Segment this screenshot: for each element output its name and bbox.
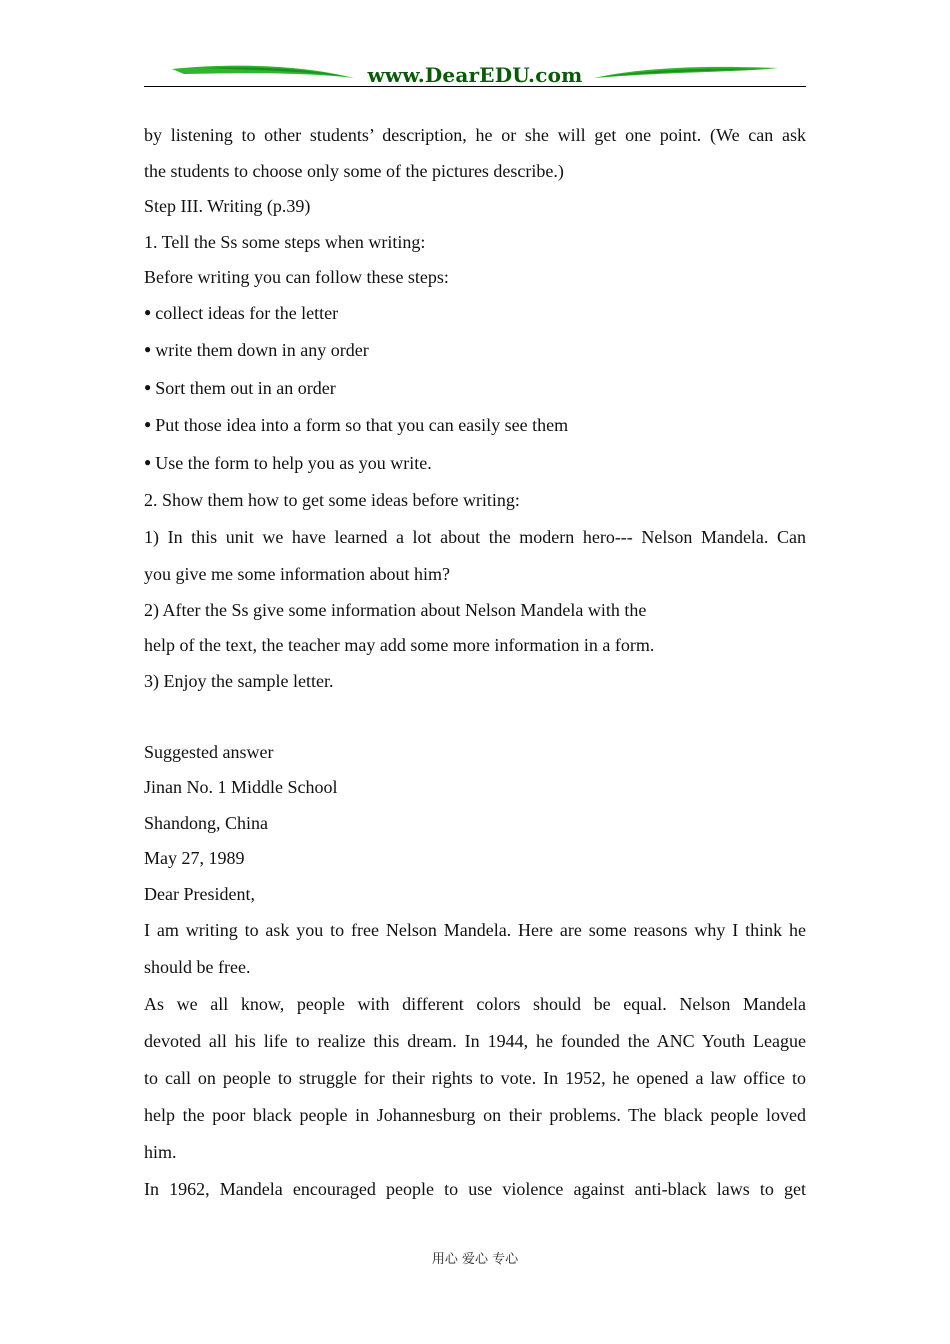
paragraph-line: help of the text, the teacher may add some more information in a form. xyxy=(144,635,655,655)
paragraph-line: I am writing to ask you to free Nelson Mandela. Here are some reasons why I think he xyxy=(144,920,806,940)
bullet-text: Use the form to help you as you write. xyxy=(155,452,432,473)
bullet-dot-icon: ● xyxy=(144,304,152,319)
bullet-item xyxy=(144,446,806,484)
header-rule xyxy=(144,86,806,87)
list-item: 2. Show them how to get some ideas before writing: xyxy=(144,490,520,510)
document-body xyxy=(144,118,806,1208)
paragraph-line: you give me some information about him? xyxy=(144,563,450,584)
paragraph-line: the students to choose only some of the pictures describe.) xyxy=(144,160,564,181)
blank-line xyxy=(144,699,806,735)
paragraph-line: As we all know, people with different colors should be equal. Nelson Mandela xyxy=(144,994,806,1014)
bullet-item xyxy=(144,408,806,446)
bullet-dot-icon: ● xyxy=(144,342,152,356)
paragraph-line: In 1962, Mandela encouraged people to use violence against anti-black laws to get xyxy=(144,1179,806,1199)
paragraph-line: Before writing you can follow these steps: xyxy=(144,267,449,287)
bullet-dot-icon: ● xyxy=(144,379,152,394)
paragraph-line: help the poor black people in Johannesburg on their problems. The black people loved xyxy=(144,1105,806,1125)
paragraph-line: 2) After the Ss give some information about Nelson Mandela with the xyxy=(144,599,647,620)
paragraph-line: 1) In this unit we have learned a lot about the modern hero--- Nelson Mandela. Can xyxy=(144,526,806,547)
list-item: 1. Tell the Ss some steps when writing: xyxy=(144,231,426,252)
paragraph-line: 3) Enjoy the sample letter. xyxy=(144,670,334,691)
paragraph-line: devoted all his life to realize this dream. In 1944, he founded the ANC Youth League xyxy=(144,1031,806,1051)
address-line: Jinan No. 1 Middle School xyxy=(144,777,338,797)
left-swoosh-icon xyxy=(172,66,354,78)
page-footer: 用心 爱心 专心 xyxy=(431,1252,519,1267)
paragraph-line: him. xyxy=(144,1142,177,1162)
bullet-text: Sort them out in an order xyxy=(155,377,336,398)
paragraph-line: to call on people to struggle for their rights to vote. In 1952, he opened a law office to xyxy=(144,1068,806,1088)
subheading: Suggested answer xyxy=(144,741,274,762)
section-heading: Step III. Writing (p.39) xyxy=(144,196,311,216)
bullet-dot-icon: ● xyxy=(144,417,152,431)
paragraph-line: should be free. xyxy=(144,957,251,977)
right-swoosh-icon xyxy=(594,67,778,78)
bullet-text: collect ideas for the letter xyxy=(155,302,339,323)
bullet-dot-icon: ● xyxy=(144,454,152,469)
bullet-item xyxy=(144,371,806,409)
site-brand: www.DearEDU.com xyxy=(367,63,583,87)
bullet-item xyxy=(144,296,806,334)
paragraph-line: by listening to other students’ description, he or she will get one point. (We can ask xyxy=(144,125,806,145)
address-line: Shandong, China xyxy=(144,812,268,833)
bullet-item xyxy=(144,333,806,371)
bullet-text: Put those idea into a form so that you can easily see them xyxy=(155,415,569,435)
bullet-text: write them down in any order xyxy=(155,340,369,360)
page-header xyxy=(144,60,806,90)
letter-greeting: Dear President, xyxy=(144,883,255,904)
letter-date: May 27, 1989 xyxy=(144,848,245,868)
